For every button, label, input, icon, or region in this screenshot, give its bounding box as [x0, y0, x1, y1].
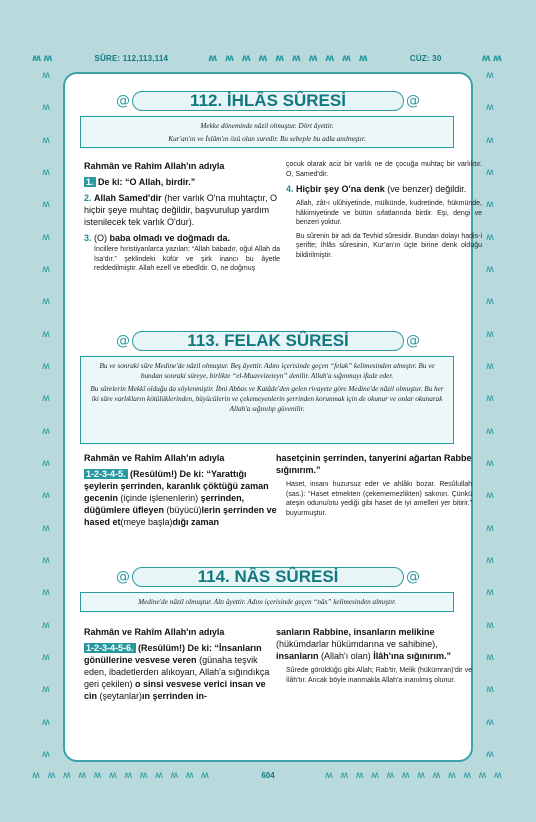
verse-3-comment-cont: çocuk olarak aciz bir varlık ne de çocuğa muhtaç bir varlıktır. O, Samed'dir. — [286, 161, 482, 178]
verse-number: 1-2-3-4-5-6. — [86, 643, 134, 653]
verse-gloss: (meye başla) — [120, 517, 173, 527]
sura-114-title: 114. NÂS SÛRESİ — [197, 567, 339, 586]
scroll-ornament-icon: @ — [406, 333, 420, 349]
sura-113-title: 113. FELAK SÛRESİ — [187, 331, 349, 350]
verse-text: sanların Rabbine, insanların melikine — [276, 627, 435, 637]
note-line: Mekke döneminde nâzil olmuştur. Dört âyettir. — [200, 122, 334, 130]
right-ornament-border: ʍ ʍ ʍ ʍ ʍ ʍ ʍ ʍ ʍ ʍ ʍ ʍ ʍ ʍ ʍ ʍ ʍ ʍ ʍ ʍ ʍ ʍ — [485, 70, 495, 760]
verse-gloss: (hükümdarlar hükümdarına ve sahibine), — [276, 639, 438, 649]
sura-113-right-column — [276, 452, 472, 522]
verse-gloss: (büyücü) — [166, 505, 202, 515]
verse-4-comment: Allah, zât-ı ulûhiyetinde, mülkünde, kudretinde, hükmünde, hâkimiyetinde ve bütün sıfatlarında birdir. Eşi, dengi ve benzeri yoktur. — [296, 200, 482, 226]
verse-4-bold: Hiçbir şey O'na denk — [296, 184, 385, 194]
top-frame — [32, 48, 504, 68]
scroll-ornament-icon: @ — [116, 569, 130, 585]
verse-4: (ve benzer) değildir. — [387, 184, 467, 194]
verse-text: lerin şerrinden ve hased et — [84, 505, 277, 527]
ornament-icon: ʍ ʍ ʍ ʍ ʍ ʍ ʍ ʍ ʍ ʍ ʍ ʍ — [32, 769, 212, 781]
verse-text: o sinsi vesvese verici insan ve cin — [84, 679, 266, 701]
basmala: Rahmân ve Rahîm Allah'ın adıyla — [84, 453, 225, 463]
basmala: Rahmân ve Rahîm Allah'ın adıyla — [84, 627, 225, 637]
verse-gloss: (içinde işlenenlerin) — [120, 493, 199, 503]
verse-2-bold: Allah Samed'dir — [94, 193, 162, 203]
ornament-icon: ʍ ʍ ʍ ʍ ʍ ʍ ʍ ʍ ʍ ʍ — [208, 52, 370, 64]
verse-4-comment: Bu sûrenin bir adı da Tevhid sûresidir. Bundan dolayı hadis-i şerifte; İhlâs sûresinin, Kur'an'ın üçte birine denk olduğu bildirilmiştir. — [296, 232, 482, 259]
scroll-ornament-icon: @ — [406, 93, 420, 109]
verse-gloss: (Allah'ı olan) — [321, 651, 371, 661]
verse-text: dığı zaman — [172, 517, 220, 527]
cuz-label: CÜZ: 30 — [409, 53, 442, 63]
sura-112-note — [80, 116, 454, 148]
sura-112-header — [72, 88, 464, 114]
bottom-frame — [32, 766, 504, 784]
verse-2: (her varlık O'na muhtaçtır, O hiçbir şeye muhtaç değildir, başvurulup yardım istenilecek tek varlık O'dur). — [84, 193, 277, 227]
verse-text: ın şerrinden in- — [142, 691, 208, 701]
verse-text: (Resûlüm!) De ki: “İnsanların gönüllerine vesvese veren — [84, 643, 262, 665]
note-line: Medine'de nâzil olmuştur. Altı âyettir. Adını içerisinde geçen “nâs” kelimesinden almıştır. — [138, 598, 396, 606]
verse-gloss: (günaha teşvik eden, ibadetlerden alıkoyan, Allah'a sığındıkça geri çekilen) — [84, 655, 270, 689]
sura-114-header — [72, 564, 464, 590]
scroll-ornament-icon: @ — [116, 93, 130, 109]
verse-3-comment: İncillere hıristiyanlarca yazılan: “Allah babadır, oğul Allah da İsa'dır.” şeklindeki küfür ve şirk inancı bu âyetle reddedilmiştir. Allah ezelî ve ebedîdir. O, ne doğmuş — [94, 246, 280, 272]
ornament-icon: ʍʍ — [32, 52, 55, 64]
note-line: Kur'an'ın ve İslâm'ın özü olan suredir. Bu sebeple bu adla anılmıştır. — [168, 135, 366, 143]
sura-114-note — [80, 592, 454, 612]
scroll-ornament-icon: @ — [406, 569, 420, 585]
verse-number: 4. — [286, 184, 294, 194]
verse-text: (Resûlüm!) De ki: “Yarattığı şeylerin şerrinden, karanlık çöktüğü zaman gecenin — [84, 469, 269, 503]
sura-114-left-column — [84, 626, 280, 706]
verse-text: hasetçinin şerrinden, tanyerini ağartan Rabbe sığınırım.” — [276, 453, 472, 475]
verse-comment: Haset, insanı huzursuz eder ve ahlâkı bozar. Resûlullah (sas.): “Haset etmekten (çekememezlikten) sakının. Çünkü ateşin odunu/otu yediği gibi haset de iyi amelleri yer bitirir.” buyurmuştur. — [286, 481, 472, 517]
verse-number: 2. — [84, 193, 92, 203]
scroll-ornament-icon: @ — [116, 333, 130, 349]
sura-114-right-column — [276, 626, 472, 689]
verse-number: 3. — [84, 233, 92, 243]
verse-gloss: (şeytanlar) — [99, 691, 143, 701]
verse-number: 1. — [86, 177, 94, 187]
sura-113-header — [72, 328, 464, 354]
sura-112-left-column — [84, 160, 280, 278]
ornament-icon: ʍ ʍ ʍ ʍ ʍ ʍ ʍ ʍ ʍ ʍ ʍ ʍ — [324, 769, 504, 781]
verse-1: De ki: “O Allah, birdir.” — [98, 177, 196, 187]
sura-113-note — [80, 356, 454, 444]
verse-number: 1-2-3-4-5. — [86, 469, 126, 479]
verse-comment: Sûrede görüldüğü gibi Allah; Rab'tir, Melik (hükümran)'dir ve İlâh'tır. Ancak böyle inanmakla Allah'a inanılmış olunur. — [286, 667, 472, 684]
verse-3-pre: (O) — [94, 233, 110, 243]
sura-112-right-column — [286, 160, 482, 264]
verse-text: şerrinden, düğümlere üfleyen — [84, 493, 245, 515]
note-line: Bu ve sonraki sûre Medine'de nâzil olmuştur. Beş âyettir. Adını içerisinde geçen “felak” kelimesinden almıştır. Bu ve bundan sonraki süreye, birlikte “el-Muavvizeteyn” denilir. Allah'a sığınmayı ifade eder. — [99, 362, 435, 380]
sura-112-title: 112. İHLÂS SÛRESİ — [190, 91, 346, 110]
left-ornament-border: ʍ ʍ ʍ ʍ ʍ ʍ ʍ ʍ ʍ ʍ ʍ ʍ ʍ ʍ ʍ ʍ ʍ ʍ ʍ ʍ ʍ ʍ — [41, 70, 51, 760]
verse-text: insanların — [276, 651, 319, 661]
sura-113-left-column — [84, 452, 280, 532]
basmala: Rahmân ve Rahîm Allah'ın adıyla — [84, 161, 225, 171]
page-number: 604 — [261, 770, 275, 780]
verse-3: baba olmadı ve doğmadı da. — [109, 233, 231, 243]
ornament-icon: ʍʍ — [481, 52, 504, 64]
sure-label: SÛRE: 112,113,114 — [94, 53, 169, 63]
verse-text: İlâh'ına sığınırım.” — [373, 651, 451, 661]
note-line: Bu sûrelerin Mekkî olduğu da söylenmiştir. İbni Abbas ve Katâde'den gelen rivayete göre Medine'de nâzil olmuştur. Bu her iki sûre varlıkların kötülüklerinden, büyücülerin ve çekemeyenlerin şerrinden korunmak için de okunur ve onlar okunarak Allah'a sığınılıp güvenilir. — [90, 385, 444, 413]
